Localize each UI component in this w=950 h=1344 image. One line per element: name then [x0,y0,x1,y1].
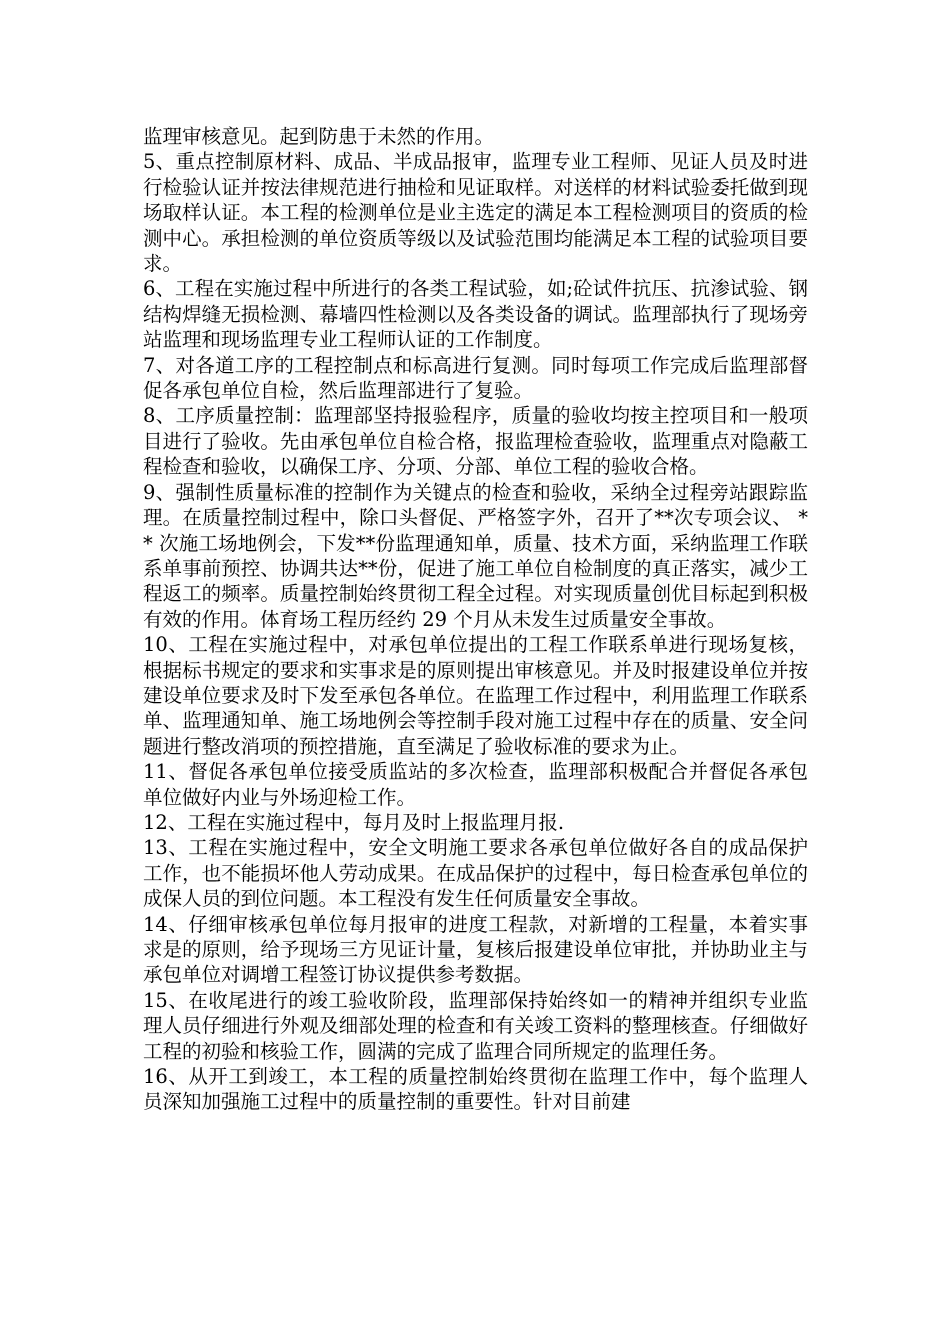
document-body [143,124,808,1115]
paragraph-item-13: 13、工程在实施过程中，安全文明施工要求各承包单位做好各自的成品保护工作，也不能损坏他人劳动成果。在成品保护的过程中，每日检查承包单位的成保人员的到位问题。本工程没有发生任何质量安全事故。 [143,836,808,911]
paragraph-item-10: 10、工程在实施过程中，对承包单位提出的工程工作联系单进行现场复核，根据标书规定的要求和实事求是的原则提出审核意见。并及时报建设单位并按建设单位要求及时下发至承包各单位。在监理工作过程中，利用监理工作联系单、监理通知单、施工场地例会等控制手段对施工过程中存在的质量、安全问题进行整改消项的预控措施，直至满足了验收标准的要求为止。 [143,633,808,758]
paragraph-item-7: 7、对各道工序的工程控制点和标高进行复测。同时每项工作完成后监理部督促各承包单位自检，然后监理部进行了复验。 [143,353,808,403]
paragraph-item-11: 11、督促各承包单位接受质监站的多次检查，监理部积极配合并督促各承包单位做好内业与外场迎检工作。 [143,760,808,809]
paragraph-item-6: 6、工程在实施过程中所进行的各类工程试验，如;砼试件抗压、抗渗试验、钢结构焊缝无损检测、幕墙四性检测以及各类设备的调试。监理部执行了现场旁站监理和现场监理专业工程师认证的工作制度。 [143,277,808,352]
paragraph-item-12: 12、工程在实施过程中，每月及时上报监理月报. [143,810,565,834]
paragraph-item-9: 9、强制性质量标准的控制作为关键点的检查和验收，采纳全过程旁站跟踪监理。在质量控制过程中，除口头督促、严格签字外，召开了**次专项会议、 ** 次施工场地例会，下发**份监理通知单，质量、技术方面，采纳监理工作联系单事前预控、协调共达**份，促进了施工单位自检制度的真正落实，减少工程返工的频率。质量控制始终贯彻工程全过程。对实现质量创优目标起到积极有效的作用。体育场工程历经约 29 个月从未发生过质量安全事故。 [143,480,808,631]
paragraph-continuation: 监理审核意见。起到防患于未然的作用。 [143,125,495,148]
paragraph-item-14: 14、仔细审核承包单位每月报审的进度工程款，对新增的工程量，本着实事求是的原则，给予现场三方见证计量，复核后报建设单位审批，并协助业主与承包单位对调增工程签订协议提供参考数据。 [143,912,808,987]
paragraph-item-15: 15、在收尾进行的竣工验收阶段，监理部保持始终如一的精神并组织专业监理人员仔细进行外观及细部处理的检查和有关竣工资料的整理核查。仔细做好工程的初验和核验工作，圆满的完成了监理合同所规定的监理任务。 [143,988,808,1063]
paragraph-item-16: 16、从开工到竣工，本工程的质量控制始终贯彻在监理工作中，每个监理人员深知加强施工过程中的质量控制的重要性。针对目前建 [143,1065,808,1114]
paragraph-item-8: 8、工序质量控制：监理部坚持报验程序，质量的验收均按主控项目和一般项目进行了验收。先由承包单位自检合格，报监理检查验收，监理重点对隐蔽工程检查和验收，以确保工序、分项、分部、单位工程的验收合格。 [143,404,808,479]
paragraph-item-5: 5、重点控制原材料、成品、半成品报审，监理专业工程师、见证人员及时进行检验认证并按法律规范进行抽检和见证取样。对送样的材料试验委托做到现场取样认证。本工程的检测单位是业主选定的满足本工程检测项目的资质的检测中心。承担检测的单位资质等级以及试验范围均能满足本工程的试验项目要求。 [143,150,808,276]
